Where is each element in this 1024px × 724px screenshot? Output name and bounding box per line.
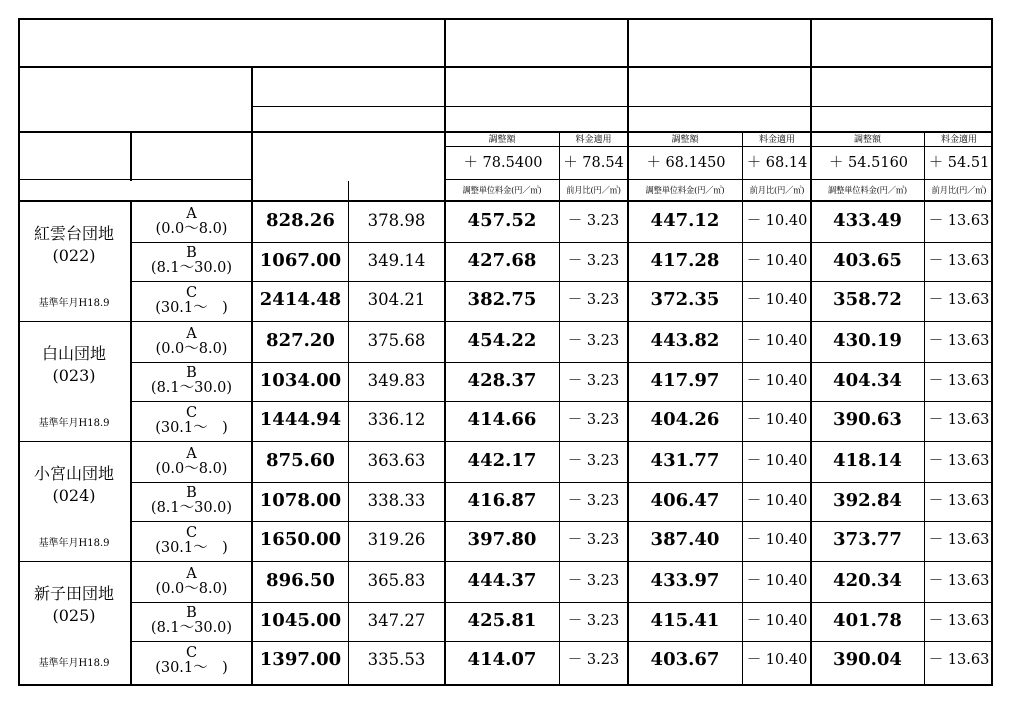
month-diff-cell: － 13.63 — [928, 612, 990, 629]
grid-line — [130, 202, 132, 686]
page-title — [18, 18, 444, 66]
adjusted-unit-price-cell: 390.04 — [833, 649, 902, 671]
unit-price-cell: 338.33 — [367, 490, 426, 510]
month-diff-cell: － 10.40 — [746, 652, 808, 669]
usage-class-letter: A — [186, 205, 197, 222]
grid-line — [130, 131, 132, 181]
adjusted-unit-price-cell: 387.40 — [650, 529, 720, 551]
basic-fee-cell: 896.50 — [266, 570, 335, 592]
adjusted-unit-price-cell: 427.68 — [467, 249, 537, 271]
month-diff-cell: － 13.63 — [928, 372, 990, 389]
adjusted-unit-price-cell: 372.35 — [650, 289, 720, 311]
usage-class — [132, 281, 251, 321]
usage-class — [132, 602, 251, 642]
usage-class-letter: A — [186, 325, 197, 342]
basic-fee-cell: 1650.00 — [259, 529, 342, 551]
usage-class — [132, 202, 251, 242]
unit-price-cell: 375.68 — [367, 331, 426, 351]
usage-class-range: (0.0～8.0) — [155, 580, 228, 597]
month-2-adj-value: ＋ 68.1450 — [646, 154, 726, 171]
month-diff-cell: － 13.63 — [928, 213, 990, 230]
grid-line — [627, 18, 629, 686]
adjusted-unit-price-cell: 433.97 — [650, 570, 720, 592]
unit-price-cell: 336.12 — [367, 410, 426, 430]
avg-price-2 — [629, 107, 809, 131]
month-diff-cell: － 3.23 — [567, 372, 620, 389]
base-price-value — [132, 133, 251, 179]
adjusted-unit-price-cell: 414.66 — [467, 409, 537, 431]
adjusted-unit-price-cell: 415.41 — [650, 609, 720, 631]
month-diff-cell: － 10.40 — [746, 333, 808, 350]
group-code: (022) — [52, 245, 96, 265]
base-price-label — [18, 133, 130, 179]
grid-line — [18, 66, 993, 68]
unit-price-cell: 335.53 — [367, 650, 426, 670]
month-diff-cell: － 3.23 — [567, 213, 620, 230]
usage-class-range: (8.1～30.0) — [150, 260, 233, 277]
usage-class-range: (30.1～ ) — [155, 299, 228, 316]
grid-line — [132, 242, 993, 243]
retail-label — [18, 181, 251, 200]
grid-line — [810, 18, 812, 686]
grid-line — [18, 200, 993, 202]
period-header — [253, 68, 444, 106]
grid-line — [924, 131, 925, 686]
unit-price-cell: 319.26 — [367, 530, 426, 550]
rate-adjustment-table — [18, 18, 993, 686]
usage-class-letter: A — [186, 445, 197, 462]
month-diff-cell: － 3.23 — [567, 252, 620, 269]
adjusted-unit-price-cell: 443.82 — [650, 330, 720, 352]
month-diff-cell: － 10.40 — [746, 213, 808, 230]
grid-line — [251, 66, 253, 686]
month-label-3 — [812, 18, 993, 66]
adjusted-unit-price-cell: 420.34 — [833, 570, 902, 592]
period-1 — [446, 68, 626, 106]
month-1-adj-head: 調整額 — [488, 134, 516, 145]
adjusted-unit-price-cell: 404.26 — [650, 409, 720, 431]
grid-line — [132, 641, 993, 642]
usage-class-range: (8.1～30.0) — [150, 500, 233, 517]
usage-class-range: (0.0～8.0) — [155, 220, 228, 237]
grid-line — [18, 441, 993, 443]
month-2-adj-head: 調整額 — [671, 134, 699, 145]
adjusted-unit-price-cell: 428.37 — [467, 369, 537, 391]
month-diff-cell: － 3.23 — [567, 412, 620, 429]
usage-class-letter: B — [186, 485, 197, 502]
unit-price-cell: 365.83 — [367, 571, 426, 591]
usage-class-letter: B — [186, 605, 197, 622]
adjusted-unit-price-cell: 417.28 — [650, 249, 720, 271]
month-3-adj-head: 調整額 — [853, 134, 881, 145]
grid-line — [559, 131, 560, 686]
month-diff-cell: － 3.23 — [567, 292, 620, 309]
basic-fee-cell: 1078.00 — [259, 489, 342, 511]
adjusted-unit-price-cell: 454.22 — [467, 330, 537, 352]
grid-line — [348, 181, 349, 686]
month-diff-cell: － 13.63 — [928, 292, 990, 309]
month-3-adj-value: ＋ 54.5160 — [828, 154, 909, 171]
adjusted-unit-price-cell: 397.80 — [467, 529, 537, 551]
basic-fee-cell: 875.60 — [266, 450, 335, 472]
usage-class-range: (30.1～ ) — [155, 419, 228, 436]
month-label-2 — [629, 18, 809, 66]
usage-class-range: (30.1～ ) — [155, 539, 228, 556]
grid-line — [18, 131, 993, 133]
grid-line — [132, 602, 993, 603]
group-name — [18, 202, 130, 287]
unit-price-cell: 378.98 — [367, 211, 426, 231]
basic-fee-cell: 1045.00 — [259, 609, 342, 631]
grid-line — [18, 561, 993, 563]
month-diff-cell: － 13.63 — [928, 573, 990, 590]
adjusted-unit-price-cell: 382.75 — [467, 289, 537, 311]
group-title: 白山団地 — [41, 344, 106, 364]
month-2-rate-head: 料金適用 — [758, 134, 795, 145]
month-diff-cell: － 13.63 — [928, 333, 990, 350]
adjusted-unit-price-cell: 401.78 — [833, 609, 902, 631]
group-base-year: 基準年月H18.9 — [38, 658, 110, 670]
adjusted-unit-price-cell: 404.34 — [833, 369, 902, 391]
adjusted-unit-price-cell: 433.49 — [833, 210, 902, 232]
month-3-diff-head: 前月比(円／㎥) — [931, 184, 987, 195]
grid-line — [446, 179, 993, 180]
group-title: 小宮山団地 — [33, 464, 114, 484]
usage-class-letter: C — [185, 404, 198, 421]
group-name — [18, 322, 130, 407]
month-diff-cell: － 13.63 — [928, 412, 990, 429]
group-code: (025) — [52, 605, 96, 625]
usage-class-range: (8.1～30.0) — [150, 380, 233, 397]
group-base-year: 基準年月H18.9 — [38, 298, 110, 310]
explain-note — [253, 133, 444, 181]
grid-line — [132, 281, 993, 282]
adjusted-unit-price-cell: 431.77 — [650, 450, 720, 472]
usage-class-range: (8.1～30.0) — [150, 620, 233, 637]
usage-class — [132, 322, 251, 362]
month-1-rate-head: 料金適用 — [575, 134, 612, 145]
adjusted-unit-price-cell: 442.17 — [467, 450, 537, 472]
usage-class — [132, 442, 251, 482]
usage-class — [132, 482, 251, 522]
group-title: 紅雲台団地 — [33, 224, 114, 244]
grid-line — [18, 18, 993, 20]
grid-line — [18, 179, 251, 180]
grid-line — [132, 362, 993, 363]
month-1-rate-value: ＋ 78.54 — [563, 154, 624, 171]
grid-line — [742, 131, 743, 686]
month-2-rate-value: ＋ 68.14 — [746, 154, 808, 171]
grid-line — [132, 401, 993, 402]
month-diff-cell: － 10.40 — [746, 412, 808, 429]
month-diff-cell: － 10.40 — [746, 612, 808, 629]
adjusted-unit-price-cell: 444.37 — [467, 570, 537, 592]
unit-price-head — [349, 181, 444, 200]
month-diff-cell: － 10.40 — [746, 492, 808, 509]
grid-line — [18, 321, 993, 323]
month-3-rate-head: 料金適用 — [940, 134, 977, 145]
unit-price-cell: 347.27 — [367, 610, 426, 630]
basic-fee-cell: 828.26 — [266, 210, 335, 232]
avg-price-label — [253, 107, 444, 131]
grid-line — [991, 18, 993, 686]
unit-price-cell: 349.14 — [367, 250, 426, 270]
grid-line — [446, 146, 993, 147]
usage-class — [132, 401, 251, 441]
page-note — [18, 68, 251, 130]
group-base-year: 基準年月H18.9 — [38, 538, 110, 550]
grid-line — [18, 18, 20, 686]
avg-price-1 — [446, 107, 626, 131]
unit-price-cell: 363.63 — [367, 451, 426, 471]
usage-class-letter: A — [186, 565, 197, 582]
adjusted-unit-price-cell: 390.63 — [833, 409, 902, 431]
month-diff-cell: － 13.63 — [928, 532, 990, 549]
adjusted-unit-price-cell: 457.52 — [467, 210, 537, 232]
month-diff-cell: － 10.40 — [746, 573, 808, 590]
group-name — [18, 562, 130, 647]
month-3-unit-head: 調整単位料金(円／㎥) — [828, 184, 907, 195]
group-title: 新子田団地 — [33, 584, 114, 604]
adjusted-unit-price-cell: 403.65 — [833, 249, 902, 271]
basic-fee-cell: 1444.94 — [259, 409, 342, 431]
month-2-unit-head: 調整単位料金(円／㎥) — [645, 184, 725, 195]
usage-class — [132, 362, 251, 402]
period-3 — [812, 68, 993, 106]
usage-class-range: (30.1～ ) — [155, 659, 228, 676]
month-diff-cell: － 10.40 — [746, 453, 808, 470]
month-label-1 — [446, 18, 626, 66]
usage-class — [132, 562, 251, 602]
month-diff-cell: － 13.63 — [928, 492, 990, 509]
month-1-unit-head: 調整単位料金(円／㎥) — [462, 184, 542, 195]
grid-line — [253, 106, 993, 107]
month-1-adj-value: ＋ 78.5400 — [463, 154, 543, 171]
usage-class-letter: B — [186, 245, 197, 262]
usage-class-letter: C — [185, 284, 198, 301]
month-1-diff-head: 前月比(円／㎥) — [566, 184, 621, 195]
month-diff-cell: － 3.23 — [567, 333, 620, 350]
month-diff-cell: － 3.23 — [567, 652, 620, 669]
month-diff-cell: － 3.23 — [567, 492, 620, 509]
adjusted-unit-price-cell: 358.72 — [833, 289, 902, 311]
month-diff-cell: － 13.63 — [928, 652, 990, 669]
month-diff-cell: － 3.23 — [567, 453, 620, 470]
month-2-diff-head: 前月比(円／㎥) — [749, 184, 805, 195]
unit-price-cell: 304.21 — [367, 290, 426, 310]
adjusted-unit-price-cell: 418.14 — [833, 450, 902, 472]
adjusted-unit-price-cell: 414.07 — [467, 649, 537, 671]
period-2 — [629, 68, 809, 106]
basic-fee-cell: 1067.00 — [259, 249, 342, 271]
avg-price-3 — [812, 107, 993, 131]
basic-fee-cell: 1034.00 — [259, 369, 342, 391]
month-diff-cell: － 3.23 — [567, 532, 620, 549]
month-diff-cell: － 10.40 — [746, 372, 808, 389]
grid-line — [132, 521, 993, 522]
grid-line — [444, 18, 446, 686]
month-diff-cell: － 10.40 — [746, 292, 808, 309]
usage-class — [132, 521, 251, 561]
usage-class-range: (0.0～8.0) — [155, 460, 228, 477]
group-base-year: 基準年月H18.9 — [38, 418, 110, 430]
adjusted-unit-price-cell: 430.19 — [833, 330, 902, 352]
group-code: (024) — [52, 485, 96, 505]
month-diff-cell: － 3.23 — [567, 612, 620, 629]
adjusted-unit-price-cell: 447.12 — [650, 210, 720, 232]
basic-fee-cell: 2414.48 — [259, 289, 342, 311]
month-diff-cell: － 3.23 — [567, 573, 620, 590]
adjusted-unit-price-cell: 403.67 — [650, 649, 720, 671]
grid-line — [18, 684, 993, 686]
usage-class — [132, 242, 251, 282]
adjusted-unit-price-cell: 392.84 — [833, 489, 902, 511]
month-diff-cell: － 13.63 — [928, 453, 990, 470]
unit-price-cell: 349.83 — [367, 370, 426, 390]
month-diff-cell: － 10.40 — [746, 532, 808, 549]
usage-class-letter: C — [185, 524, 198, 541]
adjusted-unit-price-cell: 417.97 — [650, 369, 720, 391]
adjusted-unit-price-cell: 416.87 — [467, 489, 537, 511]
month-3-rate-value: ＋ 54.51 — [928, 154, 990, 171]
month-diff-cell: － 13.63 — [928, 252, 990, 269]
adjusted-unit-price-cell: 373.77 — [833, 529, 902, 551]
basic-fee-head — [253, 181, 348, 200]
usage-class-range: (0.0～8.0) — [155, 340, 228, 357]
basic-fee-cell: 827.20 — [266, 330, 335, 352]
adjusted-unit-price-cell: 425.81 — [467, 609, 537, 631]
usage-class-letter: B — [186, 365, 197, 382]
month-diff-cell: － 10.40 — [746, 252, 808, 269]
usage-class — [132, 641, 251, 681]
group-code: (023) — [52, 365, 96, 385]
adjusted-unit-price-cell: 406.47 — [650, 489, 720, 511]
basic-fee-cell: 1397.00 — [259, 649, 342, 671]
grid-line — [132, 482, 993, 483]
group-name — [18, 442, 130, 527]
usage-class-letter: C — [185, 644, 198, 661]
